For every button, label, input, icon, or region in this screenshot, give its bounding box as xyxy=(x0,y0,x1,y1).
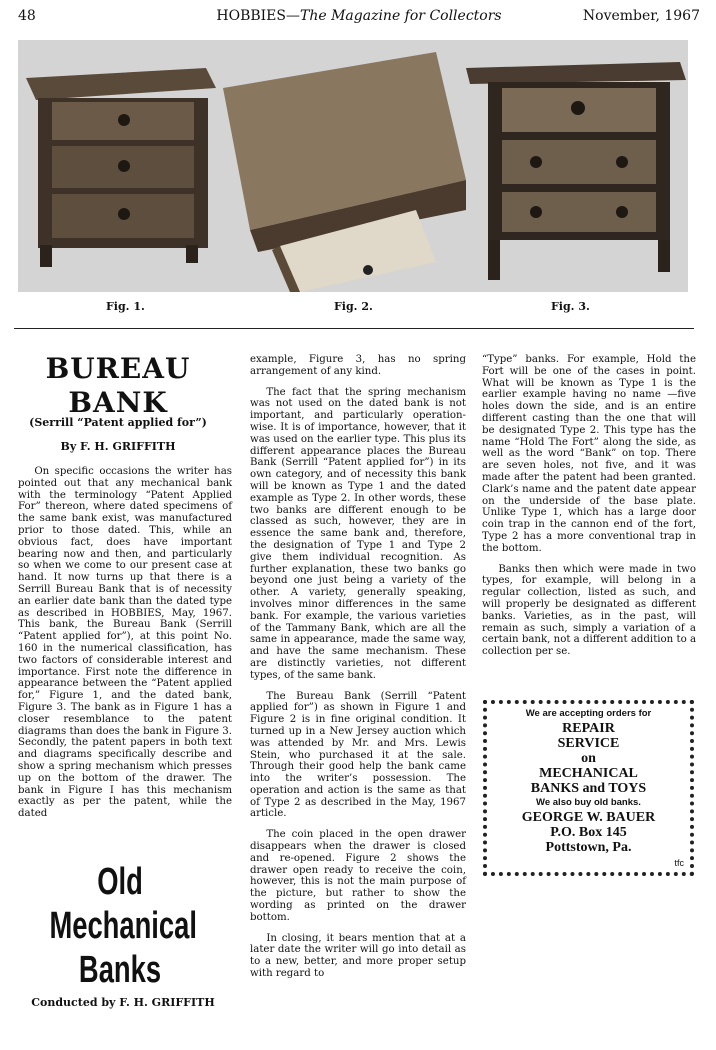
ad-line: on xyxy=(581,751,596,766)
column-heading-line-1: Old xyxy=(97,861,143,903)
figure-2-caption: Fig. 2. xyxy=(334,300,373,313)
column-byline: Conducted by F. H. GRIFFITH xyxy=(31,996,215,1009)
article-paragraph: “Type” banks. For example, Hold the Fort will be one of the cases in point. What will be known as Type 1 is the earlier example having no name —five holes down the side, and is an entire different casting than the one that will be designated Type 2. This type has the name “Hold The Fort” along the side, as well as the word “Bank” on top. There are seven holes, not five, and it was made after the patent had been granted. Clark’s name and the patent date appear on the underside of the base plate. Unlike Type 1, which has a large door coin trap in the cannon end of the fort, Type 2 has a more conventional trap in the bottom. xyxy=(482,354,696,554)
article-paragraph: On specific occasions the writer has pointed out that any mechanical bank with the terminology “Patent Applied For” thereon, where dated specimens of the same bank exist, was manufactured prior to those dated. This, while an obvious fact, does have important bearing now and then, and particularly so when we come to our present case at hand. It now turns up that there is a Serrill Bureau Bank that is of necessity an earlier date bank than the dated type as described in HOBBIES, May, 1967. This bank, the Bureau Bank (Serrill “Patent applied for”), at this point No. 160 in the numerical classification, has two factors of considerable interest and importance. First note the difference in appearance between the “Patent applied for,” Figure 1, and the dated bank, Figure 3. The bank as in Figure 1 has a closer resemblance to the patent diagrams than does the bank in Figure 3. Secondly, the patent papers in both text and diagrams specifically describe and show a spring mechanism which presses up on the bottom of the drawer. The bank in Figure I has this mechanism exactly as per the patent, while the dated xyxy=(18,466,232,820)
article-column-2 xyxy=(250,354,466,989)
ad-line: SERVICE xyxy=(557,736,620,751)
article-byline: By F. H. GRIFFITH xyxy=(60,440,176,453)
page-number: 48 xyxy=(18,8,36,24)
figure-3-caption: Fig. 3. xyxy=(551,300,590,313)
article-paragraph: The coin placed in the open drawer disappears when the drawer is closed and re-opened. Figure 2 shows the drawer open ready to receive the coin, however, this is not the main purpose of the picture, but rather to show the wording as printed on the drawer bottom. xyxy=(250,829,466,923)
ad-line: GEORGE W. BAUER xyxy=(521,810,656,825)
page-header xyxy=(18,8,700,30)
ad-line: P.O. Box 145 xyxy=(550,825,627,840)
article-paragraph: The Bureau Bank (Serrill “Patent applied for”) as shown in Figure 1 and Figure 2 is in fine original condition. It turned up in a New Jersey auction which was attended by Mr. and Mrs. Lewis Stein, who purchased it at the sale. Through their good help the bank came into the writer’s possession. The operation and action is the same as that of Type 2 as described in the May, 1967 article. xyxy=(250,690,466,820)
article-paragraph: In closing, it bears mention that at a later date the writer will go into detail as to a new, better, and more proper setup with regard to xyxy=(250,932,466,980)
ad-line: MECHANICAL xyxy=(539,766,638,781)
article-paragraph: The fact that the spring mechanism was not used on the dated bank is not important, and particularly operation-wise. It is of importance, however, that it was used on the earlier type. This plus its different appearance places the Bureau Bank (Serrill “Patent applied for”) in its own category, and of necessity this bank will be known as Type 1 and the dated example as Type 2. In other words, these two banks are different enough to be classed as such, however, they are in essence the same bank and, therefore, the designation of Type 1 and Type 2 give them individual recognition. As further explanation, these two banks go beyond one just being a variety of the other. A variety, generally speaking, involves minor differences in the same bank. For example, the various varieties of the Tammany Bank, which are all the same in appearance, made the same way, and have the same mechanism. These are distinctly varieties, not different types, of the same bank. xyxy=(250,386,466,681)
column-heading-line-2: Mechanical xyxy=(49,905,197,947)
column-heading xyxy=(49,860,197,992)
article-column-1 xyxy=(18,466,232,829)
ad-line: BANKS and TOYS xyxy=(530,781,647,796)
section-divider xyxy=(14,328,694,329)
figures-photo-strip xyxy=(18,40,688,292)
article-paragraph: example, Figure 3, has no spring arrangement of any kind. xyxy=(250,354,466,377)
article-title-line-1: BUREAU xyxy=(45,352,191,385)
repair-service-advertisement xyxy=(483,700,694,876)
column-heading-line-3: Banks xyxy=(78,949,162,991)
magazine-name: HOBBIES xyxy=(216,8,286,24)
article-paragraph: Banks then which were made in two types, for example, will belong in a regular collection, listed as such, and will properly be designated as different banks. Varieties, as in the past, will remain as such, simply a variation of a certain bank, not a different addition to a collection per se. xyxy=(482,563,697,658)
ad-line: Pottstown, Pa. xyxy=(545,840,632,855)
article-subtitle: (Serrill “Patent applied for”) xyxy=(29,416,207,429)
ad-line: We are accepting orders for xyxy=(525,708,652,719)
ad-line: We also buy old banks. xyxy=(536,797,641,808)
ad-code: tfc xyxy=(674,858,684,868)
figure-1-caption: Fig. 1. xyxy=(106,300,145,313)
ad-line: REPAIR xyxy=(562,721,615,736)
article-title-line-2: BANK xyxy=(68,386,168,419)
issue-date: November, 1967 xyxy=(582,8,700,24)
magazine-tagline: —The Magazine for Collectors xyxy=(286,8,502,24)
article-title xyxy=(18,352,218,420)
article-column-3 xyxy=(482,354,696,667)
